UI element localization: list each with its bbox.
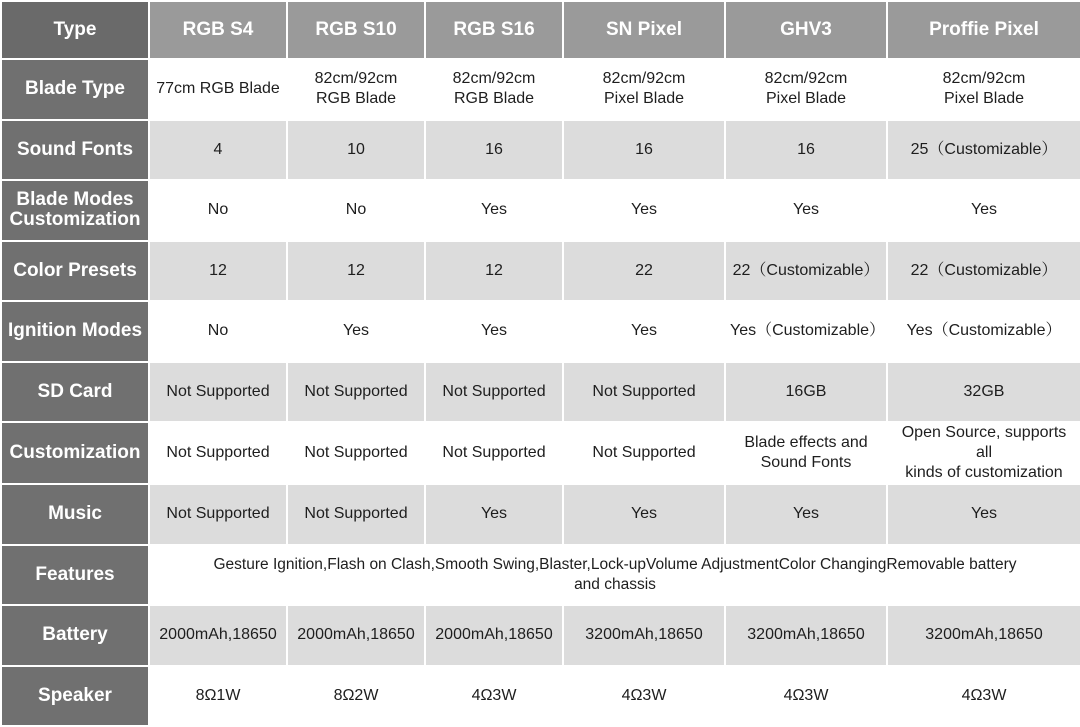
table-cell: Not Supported bbox=[425, 422, 563, 484]
table-cell: Open Source, supports all kinds of customization bbox=[887, 422, 1080, 484]
table-cell: Yes bbox=[887, 180, 1080, 241]
table-cell: 4Ω3W bbox=[725, 666, 887, 727]
row-label: Music bbox=[1, 484, 149, 545]
table-cell: 4Ω3W bbox=[425, 666, 563, 727]
model-header-rgb-s4: RGB S4 bbox=[149, 1, 287, 59]
table-cell: 12 bbox=[149, 241, 287, 302]
table-cell: 82cm/92cm RGB Blade bbox=[287, 59, 425, 120]
row-sd-card bbox=[1, 362, 1080, 423]
table-cell: 2000mAh,18650 bbox=[425, 605, 563, 666]
table-cell: Not Supported bbox=[287, 422, 425, 484]
table-cell: 77cm RGB Blade bbox=[149, 59, 287, 120]
table-cell: Not Supported bbox=[425, 362, 563, 423]
row-color-presets bbox=[1, 241, 1080, 302]
table-cell: 2000mAh,18650 bbox=[149, 605, 287, 666]
table-cell: 12 bbox=[287, 241, 425, 302]
row-blade-type bbox=[1, 59, 1080, 120]
table-cell: No bbox=[149, 301, 287, 362]
table-cell: Yes bbox=[425, 301, 563, 362]
table-cell: 82cm/92cm RGB Blade bbox=[425, 59, 563, 120]
table-cell: Yes bbox=[563, 484, 725, 545]
table-cell: Not Supported bbox=[563, 362, 725, 423]
table-cell: Not Supported bbox=[287, 484, 425, 545]
table-cell: No bbox=[287, 180, 425, 241]
table-cell: 4 bbox=[149, 120, 287, 181]
table-cell: 12 bbox=[425, 241, 563, 302]
row-label: Color Presets bbox=[1, 241, 149, 302]
row-blade-modes-customization bbox=[1, 180, 1080, 241]
table-cell: 25（Customizable） bbox=[887, 120, 1080, 181]
table-cell: 22（Customizable） bbox=[725, 241, 887, 302]
model-header-sn-pixel: SN Pixel bbox=[563, 1, 725, 59]
row-battery bbox=[1, 605, 1080, 666]
table-cell: 8Ω2W bbox=[287, 666, 425, 727]
row-music bbox=[1, 484, 1080, 545]
row-sound-fonts bbox=[1, 120, 1080, 181]
table-cell: Blade effects and Sound Fonts bbox=[725, 422, 887, 484]
table-cell: Yes（Customizable） bbox=[725, 301, 887, 362]
table-cell: Yes bbox=[725, 484, 887, 545]
row-ignition-modes bbox=[1, 301, 1080, 362]
table-cell: 2000mAh,18650 bbox=[287, 605, 425, 666]
table-cell: 4Ω3W bbox=[887, 666, 1080, 727]
table-cell: Yes bbox=[563, 180, 725, 241]
table-cell: Yes bbox=[887, 484, 1080, 545]
table-cell: 3200mAh,18650 bbox=[725, 605, 887, 666]
table-cell: 22（Customizable） bbox=[887, 241, 1080, 302]
row-customization bbox=[1, 422, 1080, 484]
table-cell: Not Supported bbox=[287, 362, 425, 423]
row-features bbox=[1, 545, 1080, 606]
row-label: Features bbox=[1, 545, 149, 606]
table-cell: Not Supported bbox=[149, 484, 287, 545]
table-cell: Not Supported bbox=[563, 422, 725, 484]
table-cell: 82cm/92cm Pixel Blade bbox=[725, 59, 887, 120]
table-cell: 8Ω1W bbox=[149, 666, 287, 727]
row-label: Battery bbox=[1, 605, 149, 666]
table-cell: Yes bbox=[425, 484, 563, 545]
row-label: Blade Type bbox=[1, 59, 149, 120]
table-cell: Yes bbox=[563, 301, 725, 362]
row-label: Blade Modes Customization bbox=[1, 180, 149, 241]
table-cell: 3200mAh,18650 bbox=[563, 605, 725, 666]
row-speaker bbox=[1, 666, 1080, 727]
model-header-ghv3: GHV3 bbox=[725, 1, 887, 59]
table-cell: Yes bbox=[725, 180, 887, 241]
row-label: Speaker bbox=[1, 666, 149, 727]
table-cell: Yes bbox=[425, 180, 563, 241]
table-cell: Not Supported bbox=[149, 362, 287, 423]
table-cell: 82cm/92cm Pixel Blade bbox=[563, 59, 725, 120]
table-cell: 82cm/92cm Pixel Blade bbox=[887, 59, 1080, 120]
table-cell: 32GB bbox=[887, 362, 1080, 423]
features-cell: Gesture Ignition,Flash on Clash,Smooth Swing,Blaster,Lock-upVolume AdjustmentColor ChangingRemovable battery and chassis bbox=[149, 545, 1080, 606]
model-header-rgb-s10: RGB S10 bbox=[287, 1, 425, 59]
table-cell: No bbox=[149, 180, 287, 241]
model-header-rgb-s16: RGB S16 bbox=[425, 1, 563, 59]
table-cell: Not Supported bbox=[149, 422, 287, 484]
table-cell: Yes bbox=[287, 301, 425, 362]
table-cell: 22 bbox=[563, 241, 725, 302]
header-row bbox=[1, 1, 1080, 59]
type-header: Type bbox=[1, 1, 149, 59]
table-cell: 16GB bbox=[725, 362, 887, 423]
table-cell: 16 bbox=[425, 120, 563, 181]
row-label: Ignition Modes bbox=[1, 301, 149, 362]
table-cell: Yes（Customizable） bbox=[887, 301, 1080, 362]
table-cell: 3200mAh,18650 bbox=[887, 605, 1080, 666]
row-label: SD Card bbox=[1, 362, 149, 423]
table-cell: 4Ω3W bbox=[563, 666, 725, 727]
row-label: Customization bbox=[1, 422, 149, 484]
table-cell: 16 bbox=[563, 120, 725, 181]
table-cell: 10 bbox=[287, 120, 425, 181]
row-label: Sound Fonts bbox=[1, 120, 149, 181]
model-header-proffie-pixel: Proffie Pixel bbox=[887, 1, 1080, 59]
table-cell: 16 bbox=[725, 120, 887, 181]
